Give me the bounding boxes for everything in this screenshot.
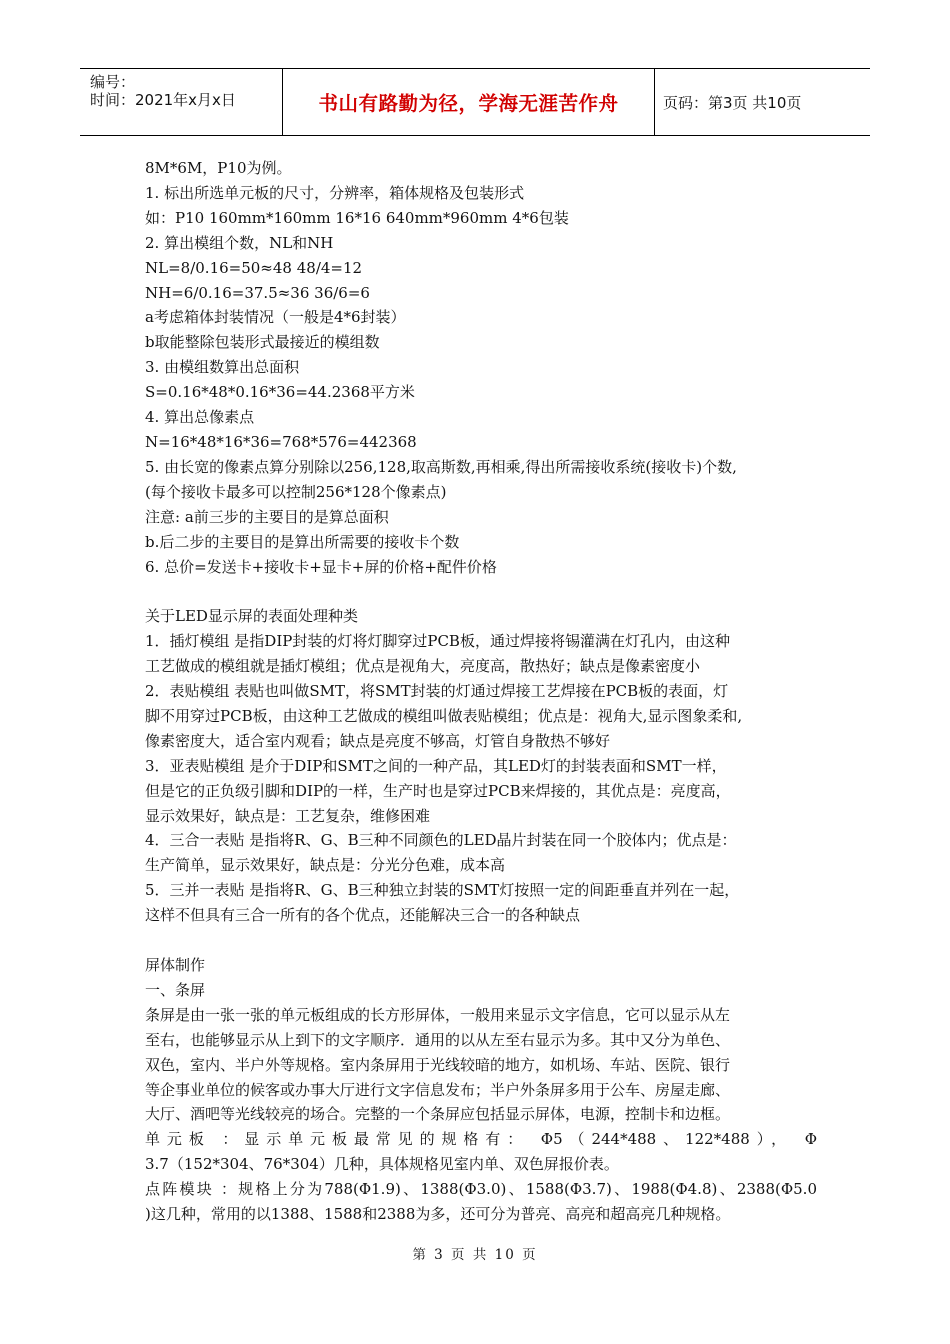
body-line: NH=6/0.16=37.5≈36 36/6=6 bbox=[145, 283, 370, 302]
body-line: )这几种，常用的以1388、1588和2388为多，还可分为普亮、高亮和超高亮几种规格。 bbox=[145, 1205, 731, 1224]
body-line: a考虑箱体封装情况（一般是4*6封装） bbox=[145, 308, 406, 327]
body-line: b.后二步的主要目的是算出所需要的接收卡个数 bbox=[145, 532, 460, 551]
header-motto: 书山有路勤为径，学海无涯苦作舟 bbox=[283, 69, 655, 135]
body-line: 条屏是由一张一张的单元板组成的长方形屏体，一般用来显示文字信息，它可以显示从左 bbox=[145, 1005, 731, 1024]
body-line: 一、条屏 bbox=[145, 980, 206, 999]
body-line: 3.7（152*304、76*304）几种，具体规格见室内单、双色屏报价表。 bbox=[145, 1155, 619, 1174]
page-header bbox=[80, 68, 870, 136]
body-line: 生产简单，显示效果好，缺点是：分光分色难，成本高 bbox=[145, 856, 506, 875]
body-line: b取能整除包装形式最接近的模组数 bbox=[145, 333, 380, 352]
body-line: 这样不但具有三合一所有的各个优点，还能解决三合一的各种缺点 bbox=[145, 906, 581, 925]
body-line: 3．亚表贴模组 是介于DIP和SMT之间的一种产品，其LED灯的封装表面和SMT一样， bbox=[145, 756, 727, 775]
body-line: 双色，室内、半户外等规格。室内条屏用于光线较暗的地方，如机场、车站、医院、银行 bbox=[145, 1055, 731, 1074]
body-line: NL=8/0.16=50≈48 48/4=12 bbox=[145, 258, 363, 277]
body-line: 脚不用穿过PCB板，由这种工艺做成的模组叫做表贴模组；优点是：视角大,显示图象柔和, bbox=[145, 706, 743, 725]
body-line: 工艺做成的模组就是插灯模组；优点是视角大，亮度高，散热好；缺点是像素密度小 bbox=[145, 657, 701, 676]
page-footer: 第 3 页 共 10 页 bbox=[412, 1247, 538, 1263]
document-body bbox=[145, 156, 817, 1227]
body-line: 至右，也能够显示从上到下的文字顺序．通用的以从左至右显示为多。其中又分为单色、 bbox=[145, 1030, 731, 1049]
body-line: 屏体制作 bbox=[145, 955, 206, 974]
body-line: 但是它的正负级引脚和DIP的一样，生产时也是穿过PCB来焊接的，其优点是：亮度高， bbox=[145, 781, 731, 800]
body-line: 5. 由长宽的像素点算分别除以256,128,取高斯数,再相乘,得出所需接收系统(接收卡)个数, bbox=[145, 457, 737, 476]
body-line: 4．三合一表贴 是指将R、G、B三种不同颜色的LED晶片封装在同一个胶体内；优点是： bbox=[145, 831, 737, 850]
body-line: N=16*48*16*36=768*576=442368 bbox=[145, 432, 417, 451]
body-line: 显示效果好，缺点是：工艺复杂，维修困难 bbox=[145, 806, 431, 825]
document-number: 编号： bbox=[90, 73, 136, 91]
body-line: 1．插灯模组 是指DIP封装的灯将灯脚穿过PCB板，通过焊接将锡灌满在灯孔内，由这种 bbox=[145, 632, 730, 651]
body-line: 8M*6M，P10为例。 bbox=[145, 159, 292, 177]
body-line: 等企事业单位的候客或办事大厅进行文字信息发布；半户外条屏多用于公车、房屋走廊、 bbox=[145, 1080, 731, 1099]
body-line: 4. 算出总像素点 bbox=[145, 408, 255, 427]
body-line: 单元板 ：显示单元板最常见的规格有： Φ5（244*488、122*488）， Φ bbox=[145, 1130, 817, 1149]
document-time: 时间：2021年x月x日 bbox=[90, 91, 236, 109]
body-line: 1. 标出所选单元板的尺寸，分辨率，箱体规格及包装形式 bbox=[145, 183, 525, 202]
body-line: 3. 由模组数算出总面积 bbox=[145, 358, 300, 377]
body-line: 如：P10 160mm*160mm 16*16 640mm*960mm 4*6包装 bbox=[145, 208, 569, 227]
body-line: S=0.16*48*0.16*36=44.2368平方米 bbox=[145, 383, 415, 402]
body-line: 像素密度大，适合室内观看；缺点是亮度不够高，灯管自身散热不够好 bbox=[145, 731, 611, 750]
body-line: 2. 算出模组个数，NL和NH bbox=[145, 233, 334, 252]
header-info bbox=[80, 69, 283, 135]
body-line: (每个接收卡最多可以控制256*128个像素点) bbox=[145, 482, 447, 501]
header-page-number: 页码：第3页 共10页 bbox=[663, 93, 802, 112]
body-line: 点阵模块 ：规格上分为788(Φ1.9)、1388(Φ3.0)、1588(Φ3.7)、1988(Φ4.8)、2388(Φ5.0 bbox=[145, 1180, 817, 1199]
body-line: 关于LED显示屏的表面处理种类 bbox=[145, 607, 358, 626]
body-line: 2．表贴模组 表贴也叫做SMT，将SMT封装的灯通过焊接工艺焊接在PCB板的表面，灯 bbox=[145, 682, 729, 701]
body-line: 6. 总价=发送卡+接收卡+显卡+屏的价格+配件价格 bbox=[145, 557, 497, 576]
blank-line bbox=[145, 928, 817, 953]
body-line: 注意: a前三步的主要目的是算总面积 bbox=[145, 507, 389, 526]
body-line: 5．三并一表贴 是指将R、G、B三种独立封装的SMT灯按照一定的间距垂直并列在一起， bbox=[145, 881, 740, 900]
body-line: 大厅、酒吧等光线较亮的场合。完整的一个条屏应包括显示屏体，电源，控制卡和边框。 bbox=[145, 1105, 731, 1124]
blank-line bbox=[145, 579, 817, 604]
